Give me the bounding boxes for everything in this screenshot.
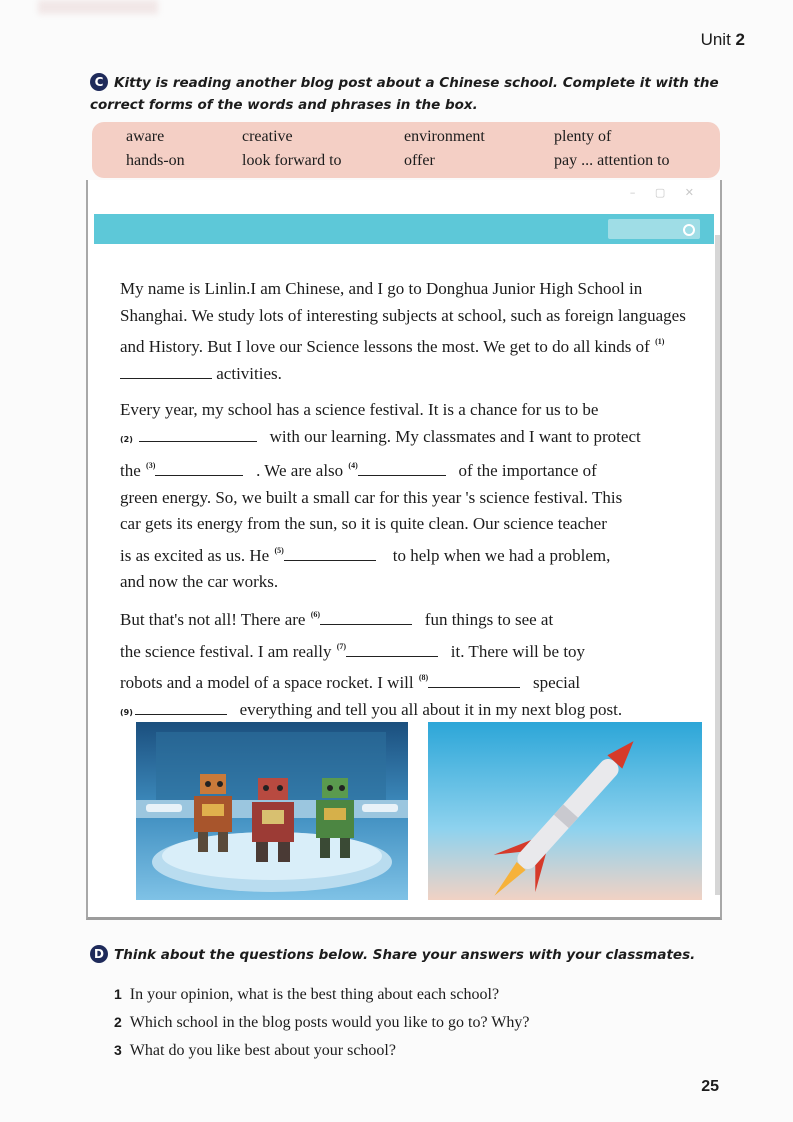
scan-smudge — [38, 0, 158, 14]
answer-blank[interactable] — [346, 642, 438, 657]
blog-paragraph-1: My name is Linlin.I am Chinese, and I go to Donghua Junior High School in Shanghai. We study lots of interesting subjects at school, such as foreign languages and History. But I love our Science lessons the most. We get to do all kinds of $^{(1)}$ activities. — [120, 279, 686, 383]
search-icon — [683, 224, 695, 236]
answer-blank[interactable] — [284, 546, 376, 561]
word-box-item: look forward to — [242, 152, 342, 169]
question-3: 3 What do you like best about your school? — [114, 1042, 396, 1059]
answer-blank[interactable] — [139, 427, 257, 442]
space-rocket-photo — [428, 722, 702, 900]
unit-label: Unit 2 — [700, 30, 745, 49]
answer-blank[interactable] — [320, 610, 412, 625]
section-d-instruction: D Think about the questions below. Share your answers with your classmates. — [90, 945, 695, 963]
answer-blank[interactable] — [428, 673, 520, 688]
answer-blank[interactable] — [155, 461, 243, 476]
word-box-item: environment — [404, 128, 485, 145]
page-number: 25 — [701, 1078, 719, 1095]
word-box-item: pay ... attention to — [554, 152, 670, 169]
word-box-item: offer — [404, 152, 435, 169]
word-box-item: aware — [126, 128, 165, 145]
word-box-item: creative — [242, 128, 293, 145]
scrollbar[interactable] — [715, 235, 720, 895]
window-controls: – ▢ ✕ — [629, 186, 702, 199]
answer-blank[interactable] — [135, 700, 227, 715]
answer-blank[interactable] — [120, 364, 212, 379]
blog-paragraph-2: Every year, my school has a science festival. It is a chance for us to be (2) with our learning. My classmates and I want to protect the $^{(3)}$ . We are also $^{(4)}$ of the importance of green energy. So, we built a small car for this year 's science festival. This car gets its energy from the sun, so it is quite clean. Our science teacher is as excited as us. He $^{(5)}$ to help when we had a problem, and now the car works. — [120, 400, 641, 591]
section-d-badge: D — [90, 945, 108, 963]
word-box-item: hands-on — [126, 152, 185, 169]
answer-blank[interactable] — [358, 461, 446, 476]
question-1: 1 In your opinion, what is the best thing about each school? — [114, 986, 500, 1003]
search-box[interactable] — [608, 219, 700, 239]
word-box-item: plenty of — [554, 128, 612, 145]
blog-header-bar — [94, 214, 714, 244]
word-box — [92, 122, 720, 178]
section-c-instruction: C Kitty is reading another blog post about a Chinese school. Complete it with the correct forms of the words and phrases in the box. — [90, 75, 719, 113]
section-c-badge: C — [90, 73, 108, 91]
toy-robots-photo — [136, 722, 408, 900]
blog-paragraph-3: But that's not all! There are $^{(6)}$ fun things to see at the science festival. I am really $^{(7)}$ it. There will be toy robots and a model of a space rocket. I will $^{(8)}$ special (9) everything and tell you all about it in my next blog post. — [120, 610, 623, 719]
question-2: 2 Which school in the blog posts would you like to go to? Why? — [114, 1014, 530, 1031]
